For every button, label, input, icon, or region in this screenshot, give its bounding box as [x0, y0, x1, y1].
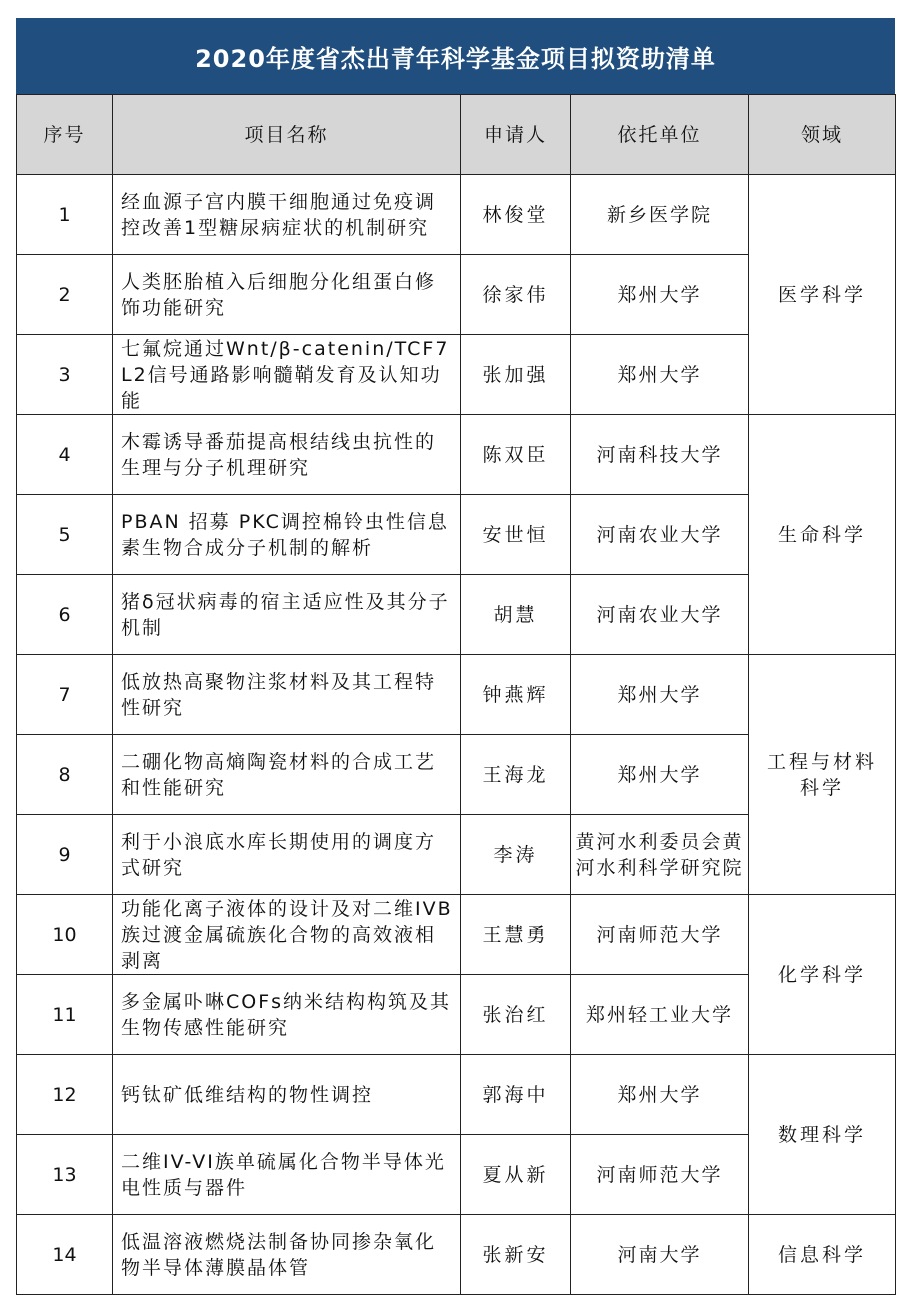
- host-unit-text: 河南农业大学: [596, 523, 723, 546]
- row-number: 6: [17, 575, 113, 655]
- row-number: 2: [17, 255, 113, 335]
- table-row: [17, 415, 896, 495]
- project-name: [113, 495, 461, 575]
- row-number: 1: [17, 175, 113, 255]
- host-unit: [571, 575, 749, 655]
- field-cell: [749, 1215, 896, 1295]
- table-header-row: [17, 95, 896, 175]
- host-unit: [571, 975, 749, 1055]
- project-name-text: 功能化离子液体的设计及对二维IVB族过渡金属硫族化合物的高效液相剥离: [121, 897, 453, 972]
- project-name: [113, 895, 461, 975]
- row-number: 14: [17, 1215, 113, 1295]
- column-header-unit: 依托单位: [571, 95, 749, 175]
- project-name-text: 二硼化物高熵陶瓷材料的合成工艺和性能研究: [121, 750, 437, 799]
- project-name: [113, 1055, 461, 1135]
- table-row: [17, 1215, 896, 1295]
- field-text: 信息科学: [777, 1243, 866, 1266]
- host-unit-text: 郑州轻工业大学: [585, 1003, 733, 1026]
- field-text: 工程与材料科学: [766, 750, 877, 799]
- host-unit: [571, 335, 749, 415]
- table-row: [17, 655, 896, 735]
- project-name: [113, 1215, 461, 1295]
- row-number: 5: [17, 495, 113, 575]
- project-name-text: 二维IV-VI族单硫属化合物半导体光电性质与器件: [121, 1150, 446, 1199]
- row-number: 9: [17, 815, 113, 895]
- project-name: [113, 575, 461, 655]
- project-name: [113, 655, 461, 735]
- host-unit: [571, 175, 749, 255]
- row-number: 7: [17, 655, 113, 735]
- field-cell: [749, 655, 896, 895]
- row-number: 4: [17, 415, 113, 495]
- applicant: 安世恒: [461, 495, 571, 575]
- applicant: 胡慧: [461, 575, 571, 655]
- project-name-text: 钙钛矿低维结构的物性调控: [121, 1083, 374, 1106]
- applicant: 徐家伟: [461, 255, 571, 335]
- column-header-applicant: 申请人: [461, 95, 571, 175]
- field-text: 化学科学: [777, 963, 866, 986]
- host-unit: [571, 255, 749, 335]
- host-unit: [571, 655, 749, 735]
- project-name-text: 七氟烷通过Wnt/β-catenin/TCF7L2信号通路影响髓鞘发育及认知功能: [121, 337, 450, 412]
- project-name-text: 猪δ冠状病毒的宿主适应性及其分子机制: [121, 590, 450, 639]
- applicant: 夏从新: [461, 1135, 571, 1215]
- host-unit: [571, 815, 749, 895]
- host-unit-text: 河南农业大学: [596, 603, 723, 626]
- column-header-field: 领域: [749, 95, 896, 175]
- applicant: 王慧勇: [461, 895, 571, 975]
- table-title: 2020年度省杰出青年科学基金项目拟资助清单: [195, 44, 716, 73]
- host-unit-text: 郑州大学: [617, 363, 702, 386]
- project-name-text: 利于小浪底水库长期使用的调度方式研究: [121, 830, 437, 879]
- host-unit-text: 郑州大学: [617, 283, 702, 306]
- field-cell: [749, 1055, 896, 1215]
- applicant: 郭海中: [461, 1055, 571, 1135]
- field-text: 数理科学: [777, 1123, 866, 1146]
- funding-table: [16, 94, 896, 1295]
- project-name-text: 经血源子宫内膜干细胞通过免疫调控改善1型糖尿病症状的机制研究: [121, 190, 437, 239]
- applicant: 张治红: [461, 975, 571, 1055]
- host-unit: [571, 735, 749, 815]
- project-name-text: PBAN 招募 PKC调控棉铃虫性信息素生物合成分子机制的解析: [121, 510, 449, 559]
- host-unit: [571, 415, 749, 495]
- host-unit: [571, 1055, 749, 1135]
- host-unit-text: 黄河水利委员会黄河水利科学研究院: [575, 830, 744, 879]
- project-name: [113, 415, 461, 495]
- table-row: [17, 1055, 896, 1135]
- host-unit-text: 郑州大学: [617, 683, 702, 706]
- host-unit-text: 河南科技大学: [596, 443, 723, 466]
- project-name-text: 低放热高聚物注浆材料及其工程特性研究: [121, 670, 437, 719]
- row-number: 11: [17, 975, 113, 1055]
- field-cell: [749, 175, 896, 415]
- host-unit: [571, 1215, 749, 1295]
- project-name: [113, 735, 461, 815]
- field-cell: [749, 895, 896, 1055]
- project-name: [113, 335, 461, 415]
- host-unit-text: 郑州大学: [617, 763, 702, 786]
- table-row: [17, 175, 896, 255]
- applicant: 钟燕辉: [461, 655, 571, 735]
- row-number: 12: [17, 1055, 113, 1135]
- applicant: 张加强: [461, 335, 571, 415]
- row-number: 10: [17, 895, 113, 975]
- project-name-text: 多金属卟啉COFs纳米结构构筑及其生物传感性能研究: [121, 990, 452, 1039]
- applicant: 陈双臣: [461, 415, 571, 495]
- host-unit: [571, 495, 749, 575]
- host-unit-text: 河南师范大学: [596, 1163, 723, 1186]
- applicant: 李涛: [461, 815, 571, 895]
- applicant: 王海龙: [461, 735, 571, 815]
- field-text: 生命科学: [777, 523, 866, 546]
- applicant: 张新安: [461, 1215, 571, 1295]
- host-unit-text: 河南师范大学: [596, 923, 723, 946]
- row-number: 13: [17, 1135, 113, 1215]
- table-title-banner: [16, 18, 895, 94]
- project-name-text: 木霉诱导番茄提高根结线虫抗性的生理与分子机理研究: [121, 430, 437, 479]
- project-name-text: 低温溶液燃烧法制备协同掺杂氧化物半导体薄膜晶体管: [121, 1230, 437, 1279]
- applicant: 林俊堂: [461, 175, 571, 255]
- host-unit: [571, 1135, 749, 1215]
- field-text: 医学科学: [777, 283, 866, 306]
- project-name: [113, 255, 461, 335]
- project-name: [113, 815, 461, 895]
- host-unit-text: 新乡医学院: [606, 203, 712, 226]
- column-header-name: 项目名称: [113, 95, 461, 175]
- host-unit-text: 郑州大学: [617, 1083, 702, 1106]
- project-name: [113, 175, 461, 255]
- field-cell: [749, 415, 896, 655]
- host-unit: [571, 895, 749, 975]
- project-name-text: 人类胚胎植入后细胞分化组蛋白修饰功能研究: [121, 270, 437, 319]
- table-row: [17, 895, 896, 975]
- row-number: 8: [17, 735, 113, 815]
- row-number: 3: [17, 335, 113, 415]
- column-header-no: 序号: [17, 95, 113, 175]
- project-name: [113, 1135, 461, 1215]
- host-unit-text: 河南大学: [617, 1243, 702, 1266]
- project-name: [113, 975, 461, 1055]
